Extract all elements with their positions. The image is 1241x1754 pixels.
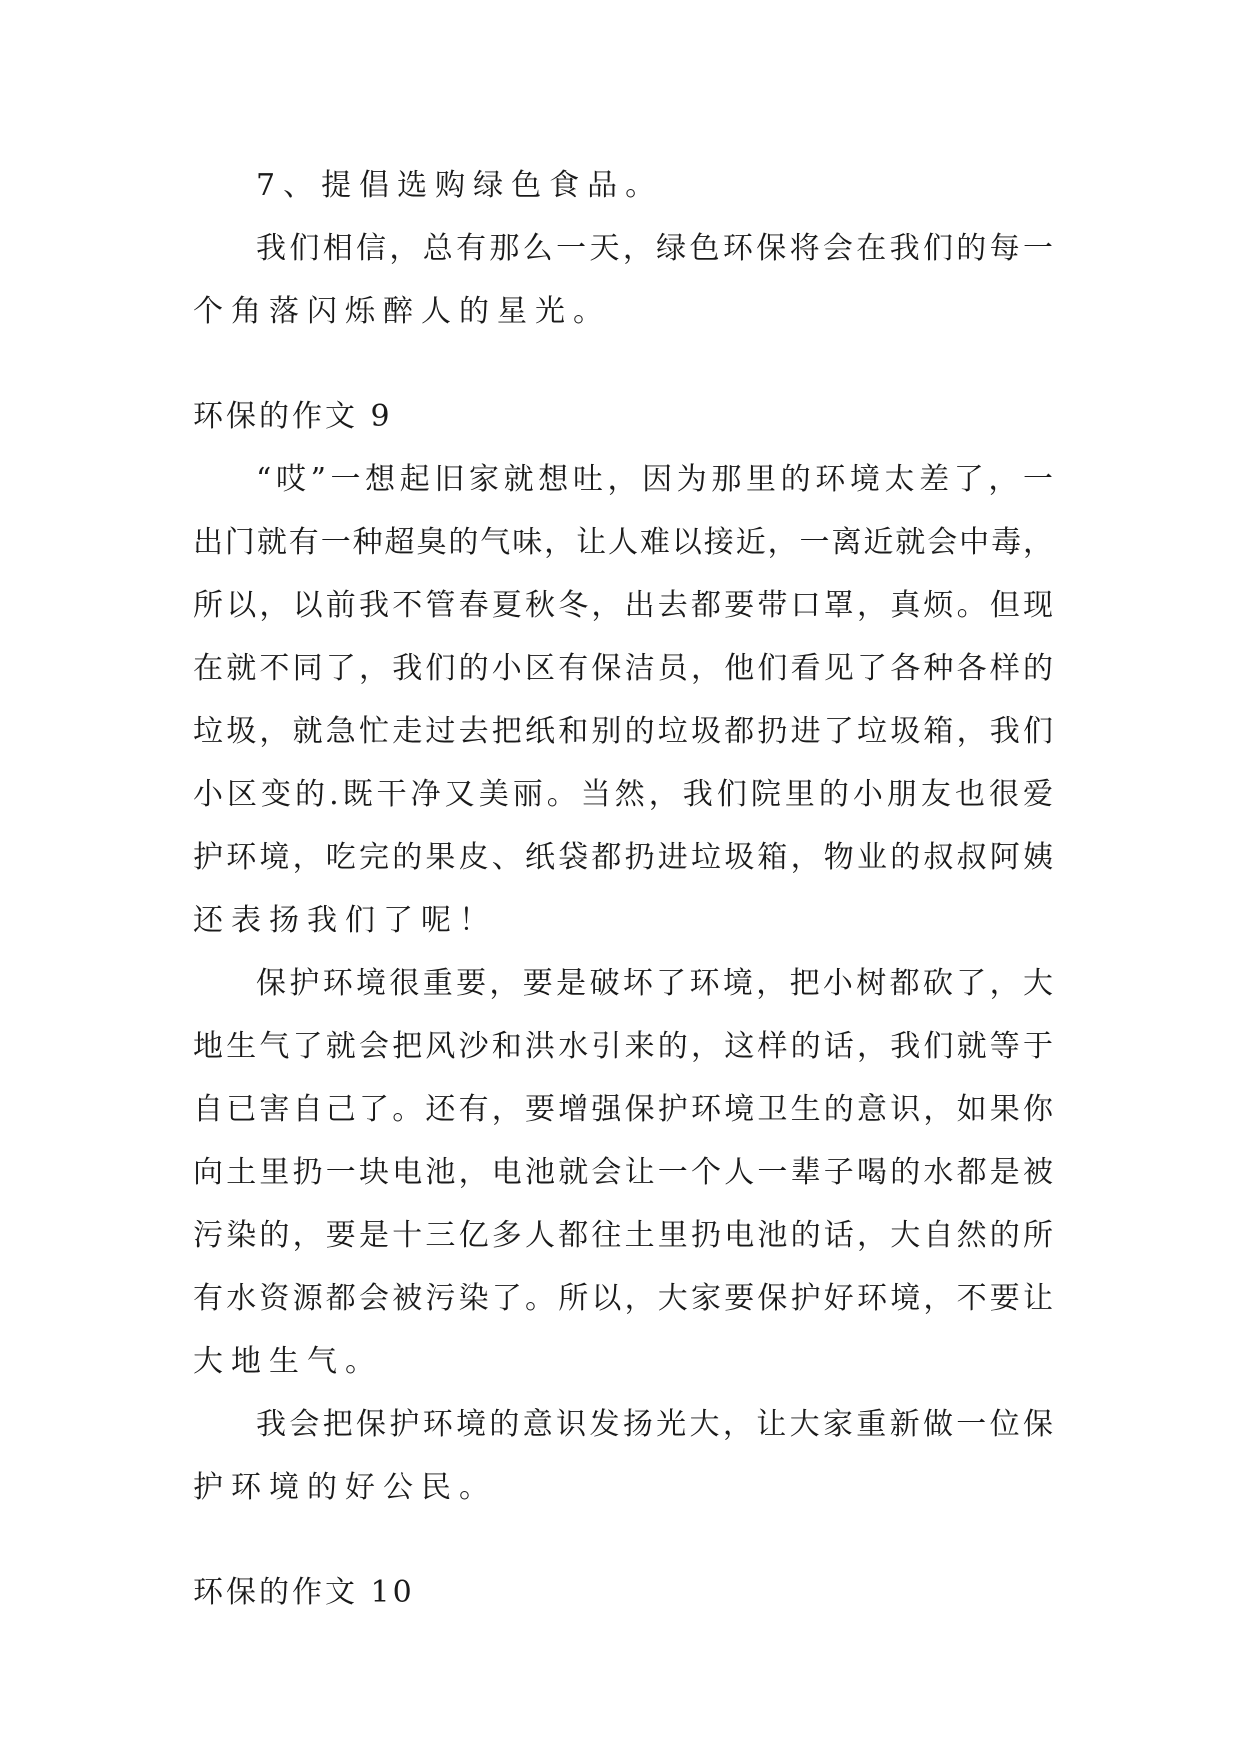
paragraph-line: 污染的，要是十三亿多人都往土里扔电池的话，大自然的所 (193, 1218, 1053, 1253)
paragraph-line: 大地生气。 (193, 1344, 383, 1379)
paragraph-line: 个角落闪烁醉人的星光。 (193, 294, 611, 329)
section-heading: 环保的作文 9 (193, 399, 393, 434)
paragraph-line: 向土里扔一块电池，电池就会让一个人一辈子喝的水都是被 (193, 1155, 1053, 1190)
paragraph-line: 在就不同了，我们的小区有保洁员，他们看见了各种各样的 (193, 651, 1053, 686)
paragraph-line: 垃圾，就急忙走过去把纸和别的垃圾都扔进了垃圾箱，我们 (193, 714, 1053, 749)
section-heading: 环保的作文 10 (193, 1575, 415, 1610)
paragraph-line: 有水资源都会被污染了。所以，大家要保护好环境，不要让 (193, 1281, 1053, 1316)
paragraph-line: 还表扬我们了呢！ (193, 903, 497, 938)
paragraph-line: 我会把保护环境的意识发扬光大，让大家重新做一位保 (256, 1407, 1053, 1442)
paragraph-line: 7、提倡选购绿色食品。 (256, 168, 664, 203)
paragraph-line: 地生气了就会把风沙和洪水引来的，这样的话，我们就等于 (193, 1029, 1053, 1064)
paragraph-line: 保护环境很重要，要是破坏了环境，把小树都砍了，大 (256, 966, 1053, 1001)
paragraph-line: 所以，以前我不管春夏秋冬，出去都要带口罩，真烦。但现 (193, 588, 1053, 623)
paragraph-line: 自已害自己了。还有，要增强保护环境卫生的意识，如果你 (193, 1092, 1053, 1127)
paragraph-line: 小区变的.既干净又美丽。当然，我们院里的小朋友也很爱 (193, 777, 1053, 812)
paragraph-line: “哎”一想起旧家就想吐，因为那里的环境太差了，一 (256, 462, 1053, 497)
paragraph-line: 护环境，吃完的果皮、纸袋都扔进垃圾箱，物业的叔叔阿姨 (193, 840, 1053, 875)
paragraph-line: 出门就有一种超臭的气味，让人难以接近，一离近就会中毒， (193, 525, 1053, 560)
paragraph-line: 我们相信，总有那么一天，绿色环保将会在我们的每一 (256, 231, 1053, 266)
paragraph-line: 护环境的好公民。 (193, 1470, 497, 1505)
